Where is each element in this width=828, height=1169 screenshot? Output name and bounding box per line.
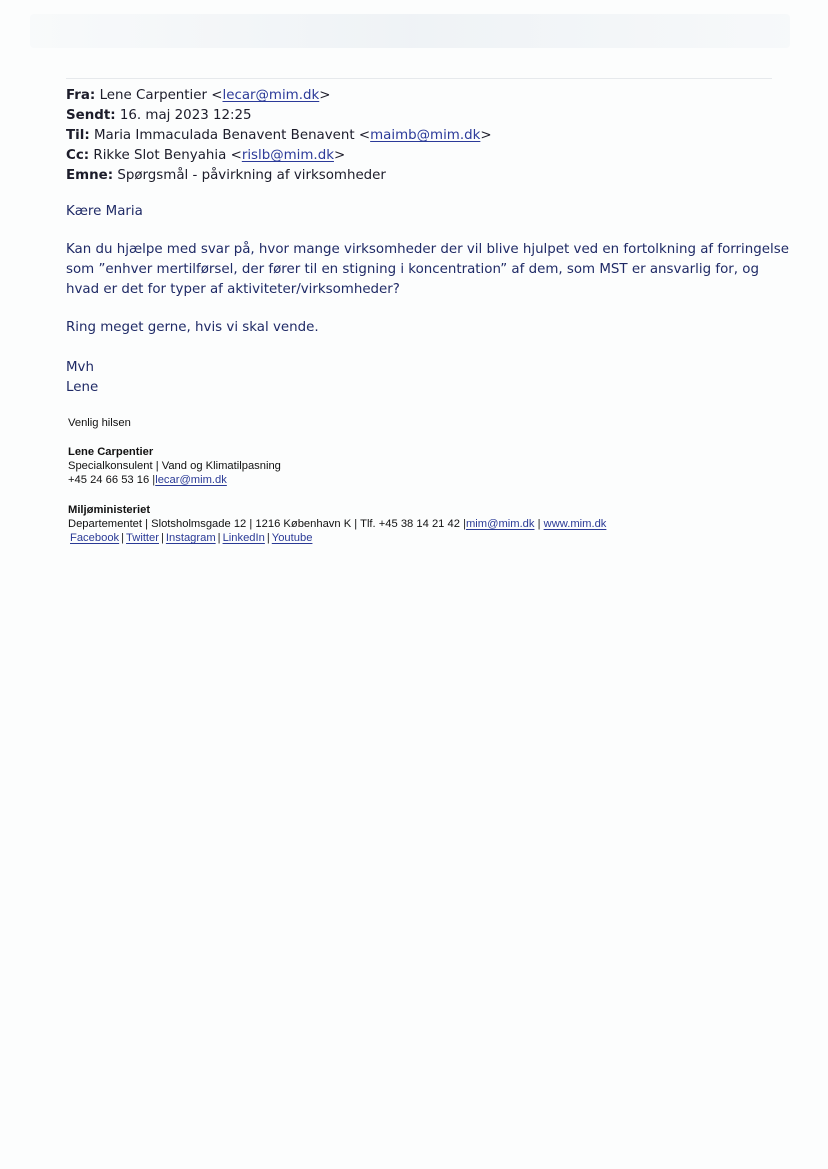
signature-name: Lene Carpentier <box>68 446 154 458</box>
instagram-link[interactable]: Instagram <box>165 532 216 544</box>
organization-address: Departementet | Slotsholmsgade 12 | 1216 København K | Tlf. +45 38 14 21 42 <box>68 518 460 530</box>
cc-email-link[interactable]: rislb@mim.dk <box>241 148 334 163</box>
linkedin-link[interactable]: LinkedIn <box>222 532 265 544</box>
from-name: Lene Carpentier <box>99 88 208 103</box>
facebook-link[interactable]: Facebook <box>70 532 120 544</box>
from-email-link[interactable]: lecar@mim.dk <box>222 88 320 103</box>
subject-row <box>66 166 492 186</box>
organization-name: Miljøministeriet <box>68 504 151 516</box>
organization-email-link[interactable]: mim@mim.dk <box>465 518 535 530</box>
sent-label: Sendt: <box>66 108 116 123</box>
organization-address-row: Departementet | Slotsholmsgade 12 | 1216 København K | Tlf. +45 38 14 21 42 |mim@mim.dk | www.mim.dk <box>68 518 607 530</box>
greeting: Kære Maria <box>66 204 143 219</box>
twitter-link[interactable]: Twitter <box>126 532 159 544</box>
signoff <box>66 358 98 398</box>
signature-phone: +45 24 66 53 16 <box>68 474 150 486</box>
subject-label: Emne: <box>66 168 114 183</box>
closing-request: Ring meget gerne, hvis vi skal vende. <box>66 320 319 335</box>
cc-name: Rikke Slot Benyahia <box>93 148 227 163</box>
organization-block <box>68 503 606 545</box>
from-label: Fra: <box>66 88 96 103</box>
header-divider <box>66 78 772 79</box>
signoff-name: Lene <box>66 380 99 395</box>
to-name: Maria Immaculada Benavent Benavent <box>93 128 355 143</box>
to-email-link[interactable]: maimb@mim.dk <box>370 128 481 143</box>
scan-artifact <box>30 14 790 48</box>
website-link[interactable]: www.mim.dk <box>543 518 607 530</box>
social-links: Facebook | Twitter | Instagram | LinkedIn | Youtube <box>70 532 313 544</box>
cc-label: Cc: <box>66 148 90 163</box>
body-paragraph-line: som ”enhver mertilførsel, der fører til en stigning i koncentration” af dem, som MST er ansvarlig for, og <box>66 262 759 277</box>
email-header <box>66 86 492 186</box>
signature-email-link[interactable]: lecar@mim.dk <box>155 474 227 486</box>
body-paragraph-line: Kan du hjælpe med svar på, hvor mange virksomheder der vil blive hjulpet ved en fortolkning af forringelse <box>66 242 789 257</box>
signoff-word: Mvh <box>66 360 94 375</box>
signature-contact: +45 24 66 53 16 |lecar@mim.dk <box>68 474 227 486</box>
from-row: Fra: Lene Carpentier <lecar@mim.dk> <box>66 88 331 103</box>
youtube-link[interactable]: Youtube <box>271 532 313 544</box>
body-paragraph <box>66 240 789 300</box>
sent-row <box>66 106 492 126</box>
to-label: Til: <box>66 128 90 143</box>
signature-greeting: Venlig hilsen <box>68 417 131 429</box>
subject-value: Spørgsmål - påvirkning af virksomheder <box>117 168 386 183</box>
body-paragraph-line: hvad er det for typer af aktiviteter/virksomheder? <box>66 282 400 297</box>
signature-title: Specialkonsulent | Vand og Klimatilpasning <box>68 460 281 472</box>
cc-row: Cc: Rikke Slot Benyahia <rislb@mim.dk> <box>66 148 346 163</box>
signature-block <box>68 445 281 487</box>
sent-value: 16. maj 2023 12:25 <box>119 108 252 123</box>
to-row: Til: Maria Immaculada Benavent Benavent <maimb@mim.dk> <box>66 128 492 143</box>
